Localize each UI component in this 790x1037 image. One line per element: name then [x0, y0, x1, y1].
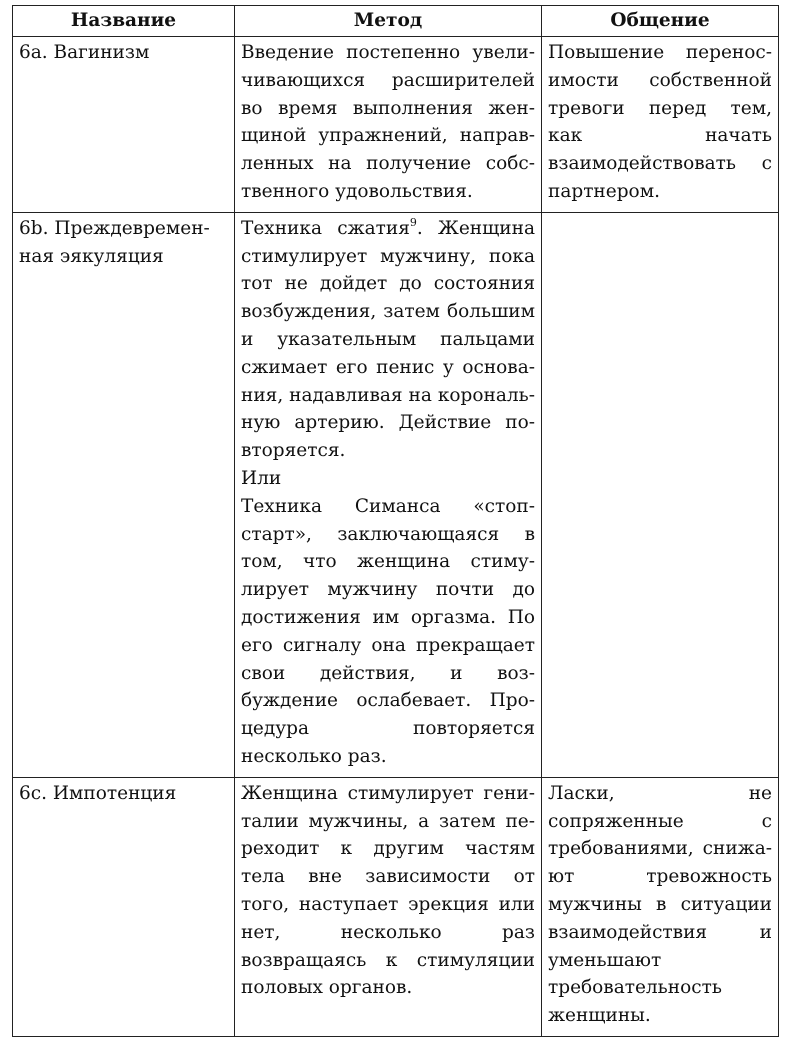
therapy-table — [12, 5, 779, 1037]
row-communication-premature-ejaculation — [542, 212, 779, 777]
method-squeeze-technique — [241, 215, 535, 465]
table-row — [13, 37, 779, 213]
row-name-premature-ejaculation: 6b. Преждевременная эякуляция — [13, 212, 235, 777]
header-communication: Общение — [542, 6, 779, 37]
row-method-vaginismus: Введение постепенно увеличивающихся расширителей во время выполнения женщиной упражнений, направленных на получение собственного удовольствия. — [235, 37, 542, 213]
method-or: Или — [241, 467, 282, 489]
row-communication-vaginismus: Повышение переносимости собственной тревоги перед тем, как начать взаимодействовать с партнером. — [542, 37, 779, 213]
row-method-premature-ejaculation — [235, 212, 542, 777]
footnote-marker: 9 — [409, 215, 417, 229]
header-name: Название — [13, 6, 235, 37]
row-name-impotence: 6с. Импотенция — [13, 777, 235, 1036]
method-stop-start-technique: Техника Симанса «стоп-старт», заключающаяся в том, что женщина стимулирует мужчину почти до достижения им оргазма. По его сигналу она прекращает свои действия, и возбуждение ослабевает. Процедура повторяется несколько раз. — [241, 495, 535, 767]
table-header-row — [13, 6, 779, 37]
method-part2: . Женщина стимулирует мужчину, пока тот не дойдет до состояния возбуждения, затем большим и указательным пальцами сжимает его пенис у основания, надавливая на корональную артерию. Действие повторяется. — [241, 217, 535, 462]
method-part1: Техника сжатия — [241, 217, 410, 239]
page — [12, 5, 778, 1037]
row-method-impotence: Женщина стимулирует гениталии мужчины, а затем переходит к другим частям тела вне зависимости от того, наступает эрекция или нет, несколько раз возвращаясь к стимуляции половых органов. — [235, 777, 542, 1036]
row-communication-impotence: Ласки, не сопряженные с требованиями, снижают тревожность мужчины в ситуации взаимодействия и уменьшают требовательность женщины. — [542, 777, 779, 1036]
header-method: Метод — [235, 6, 542, 37]
table-row — [13, 777, 779, 1036]
table-row — [13, 212, 779, 777]
row-name-vaginismus: 6а. Вагинизм — [13, 37, 235, 213]
